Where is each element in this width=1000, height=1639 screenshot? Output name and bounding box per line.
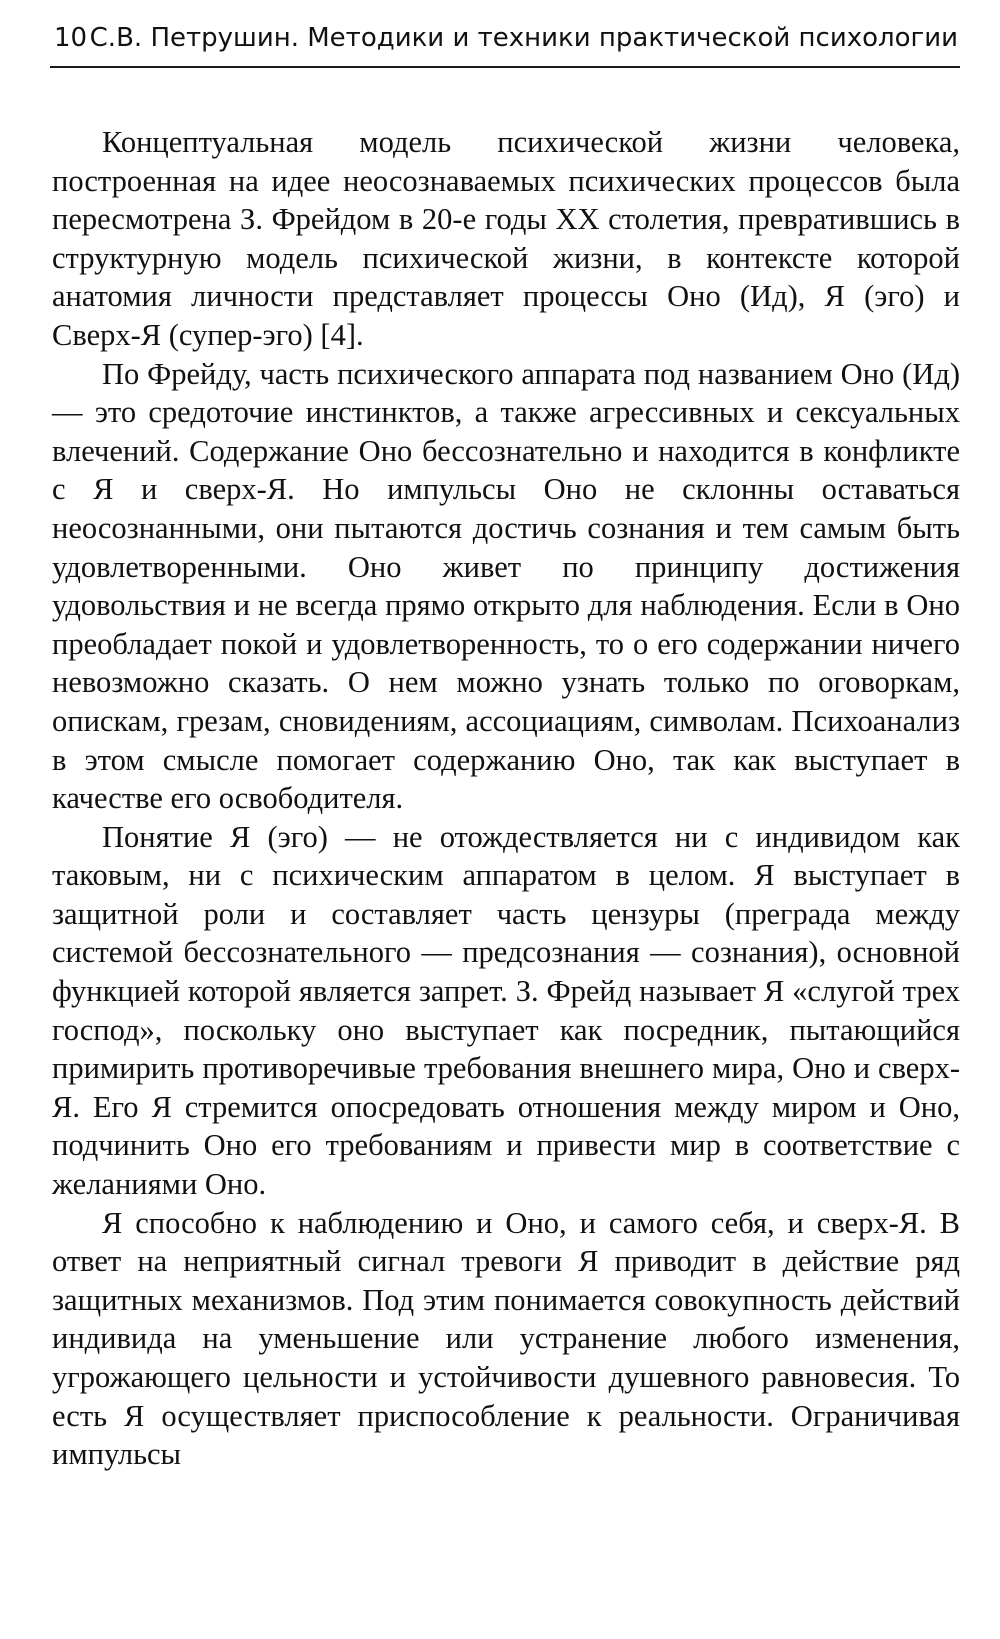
running-title: С.В. Петрушин. Методики и техники практической психологии [89, 23, 958, 53]
paragraph-2: По Фрейду, часть психического аппарата под названием Оно (Ид) — это средоточие инстинктов, а также агрессивных и сексуальных влечений. Содержание Оно бессознательно и находится в конфликте с Я и сверх-Я. Но импульсы Оно не склонны оставаться неосознанными, они пытаются достичь сознания и тем самым быть удовлетворенными. Оно живет по принципу достижения удовольствия и не всегда прямо открыто для наблюдения. Если в Оно преобладает покой и удовлетворенность, то о его содержании ничего невозможно сказать. О нем можно узнать только по оговоркам, опискам, грезам, сновидениям, ассоциациям, символам. Психоанализ в этом смысле помогает содержанию Оно, так как выступает в качестве его освободителя. [52, 356, 960, 816]
running-header [50, 18, 960, 66]
header-rule [50, 66, 960, 68]
paragraph-4: Я способно к наблюдению и Оно, и самого себя, и сверх-Я. В ответ на неприятный сигнал тревоги Я приводит в действие ряд защитных механизмов. Под этим понимается совокупность действий индивида на уменьшение или устранение любого изменения, угрожающего цельности и устойчивости душевного равновесия. То есть Я осуществляет приспособление к реальности. Ограничивая импульсы [52, 1205, 960, 1472]
page-number: 10 [54, 23, 88, 53]
body-text [52, 123, 960, 1474]
paragraph-3: Понятие Я (эго) — не отождествляется ни с индивидом как таковым, ни с психическим аппаратом в целом. Я выступает в защитной роли и составляет часть цензуры (преграда между системой бессознательного — предсознания — сознания), основной функцией которой является запрет. З. Фрейд называет Я «слугой трех господ», поскольку оно выступает как посредник, пытающийся примирить противоречивые требования внешнего мира, Оно и сверх-Я. Его Я стремится опосредовать отношения между миром и Оно, подчинить Оно его требованиям и привести мир в соответствие с желаниями Оно. [52, 819, 960, 1202]
paragraph-1: Концептуальная модель психической жизни человека, построенная на идее неосознаваемых психических процессов была пересмотрена З. Фрейдом в 20-е годы XX столетия, превратившись в структурную модель психической жизни, в контексте которой анатомия личности представляет процессы Оно (Ид), Я (эго) и Сверх-Я (супер-эго) [4]. [52, 125, 960, 352]
